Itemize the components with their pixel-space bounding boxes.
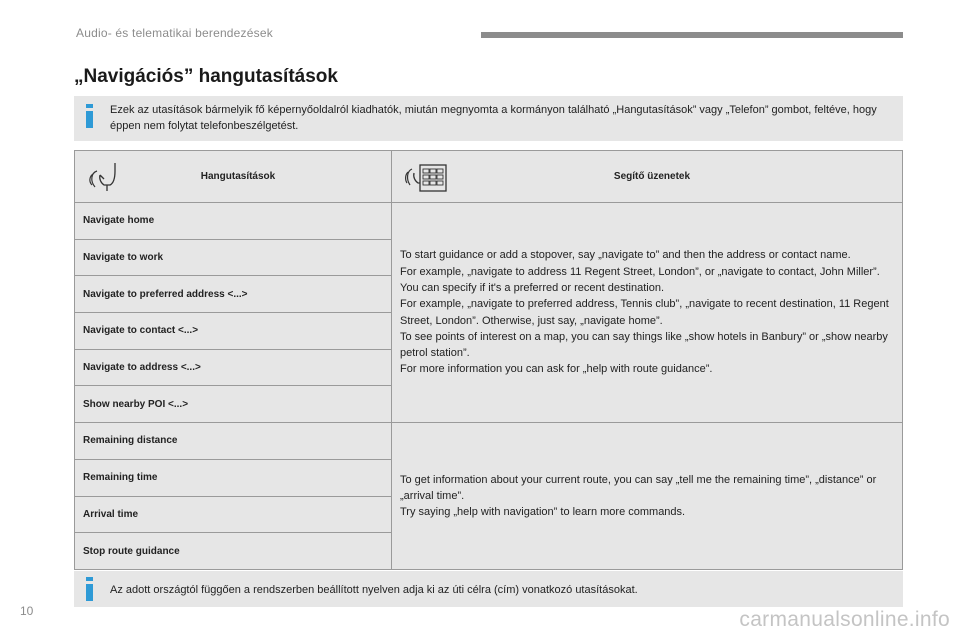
help-line: You can specify if it's a preferred or recent destination. [400,281,665,294]
header-messages-label: Segítő üzenetek [613,171,691,182]
page-title: „Navigációs” hangutasítások [74,66,338,87]
header-commands-label: Hangutasítások [200,171,276,182]
table-row [75,203,903,240]
help-line: For more information you can ask for „help with route guidance”. [400,363,713,376]
help-line: To start guidance or add a stopover, say „navigate to” and then the address or contact name. [400,249,851,262]
table-header-row [75,151,903,203]
voice-hand-icon [87,161,121,193]
command-stop-guidance: Stop route guidance [75,533,392,570]
table-row [75,423,903,460]
info-note-top [74,96,903,141]
command-navigate-home: Navigate home [75,203,392,240]
header-messages [392,151,903,203]
command-remaining-time: Remaining time [75,459,392,496]
command-remaining-distance: Remaining distance [75,423,392,460]
help-message-navigation [392,203,903,423]
help-line: To see points of interest on a map, you can say things like „show hotels in Banbury” or „show nearby petrol station”. [400,330,888,360]
command-navigate-address: Navigate to address <...> [75,349,392,386]
help-line: To get information about your current route, you can say „tell me the remaining time”, „distance” or „arrival time”. [400,473,877,502]
command-navigate-contact: Navigate to contact <...> [75,313,392,350]
info-note-text: Az adott országtól függően a rendszerben beállított nyelven adja ki az úti célra (cím) vonatkozó utasításokat. [110,584,638,596]
help-message-route [392,423,903,570]
info-note-text: Ezek az utasítások bármelyik fő képernyőoldalról kiadhatók, miután megnyomta a kormányon található „Hangutasítások” vagy „Telefon” gombot, feltéve, hogy éppen nem folytat telefonbeszélgetést. [110,104,877,132]
info-note-bottom [74,571,903,607]
voice-commands-table [74,150,903,570]
help-line: Try saying „help with navigation” to learn more commands. [400,506,686,519]
command-navigate-preferred: Navigate to preferred address <...> [75,276,392,313]
watermark: carmanualsonline.info [739,608,950,631]
command-arrival-time: Arrival time [75,496,392,533]
info-icon [86,104,93,128]
voice-screen-icon [404,161,450,195]
help-line: For example, „navigate to address 11 Regent Street, London”, or „navigate to contact, John Miller”. [400,265,880,278]
header-rule [481,32,903,38]
header-commands [75,151,392,203]
command-show-poi: Show nearby POI <...> [75,386,392,423]
running-header: Audio- és telematikai berendezések [76,26,273,40]
help-line: For example, „navigate to preferred address, Tennis club”, „navigate to recent destination, 11 Regent Street, London”. Otherwise, just say, „navigate home”. [400,298,889,327]
info-icon [86,577,93,601]
page-number: 10 [20,604,34,618]
command-navigate-work: Navigate to work [75,239,392,276]
